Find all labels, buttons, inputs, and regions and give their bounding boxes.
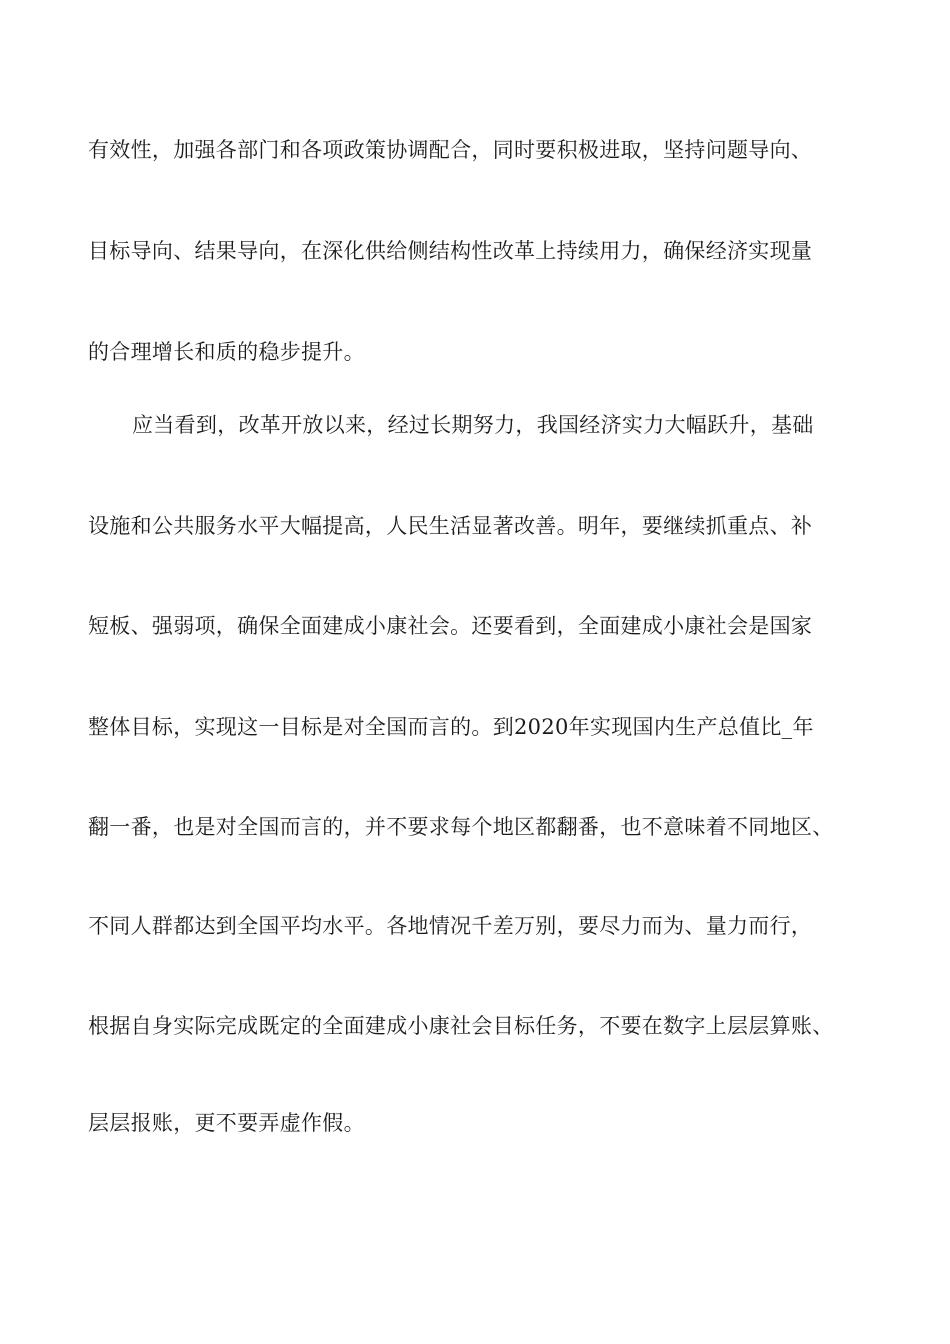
- paragraph-line-6: 短板、强弱项，确保全面建成小康社会。还要看到，全面建成小康社会是国家: [88, 614, 813, 638]
- paragraph-line-3: 的合理增长和质的稳步提升。: [88, 340, 365, 364]
- paragraph-line-4: 应当看到，改革开放以来，经过长期努力，我国经济实力大幅跃升，基础: [132, 413, 814, 437]
- paragraph-line-8: 翻一番，也是对全国而言的，并不要求每个地区都翻番，也不意味着不同地区、: [88, 815, 834, 839]
- paragraph-line-2: 目标导向、结果导向，在深化供给侧结构性改革上持续用力，确保经济实现量: [88, 239, 813, 263]
- paragraph-line-10: 根据自身实际完成既定的全面建成小康社会目标任务，不要在数字上层层算账、: [88, 1014, 834, 1038]
- paragraph-line-11: 层层报账，更不要弄虚作假。: [88, 1111, 365, 1135]
- paragraph-line-9: 不同人群都达到全国平均水平。各地情况千差万别，要尽力而为、量力而行，: [88, 914, 813, 938]
- paragraph-line-5: 设施和公共服务水平大幅提高，人民生活显著改善。明年，要继续抓重点、补: [88, 514, 813, 538]
- paragraph-line-1: 有效性，加强各部门和各项政策协调配合，同时要积极进取，坚持问题导向、: [88, 138, 813, 162]
- paragraph-line-7: 整体目标，实现这一目标是对全国而言的。到2020年实现国内生产总值比_年: [88, 715, 814, 739]
